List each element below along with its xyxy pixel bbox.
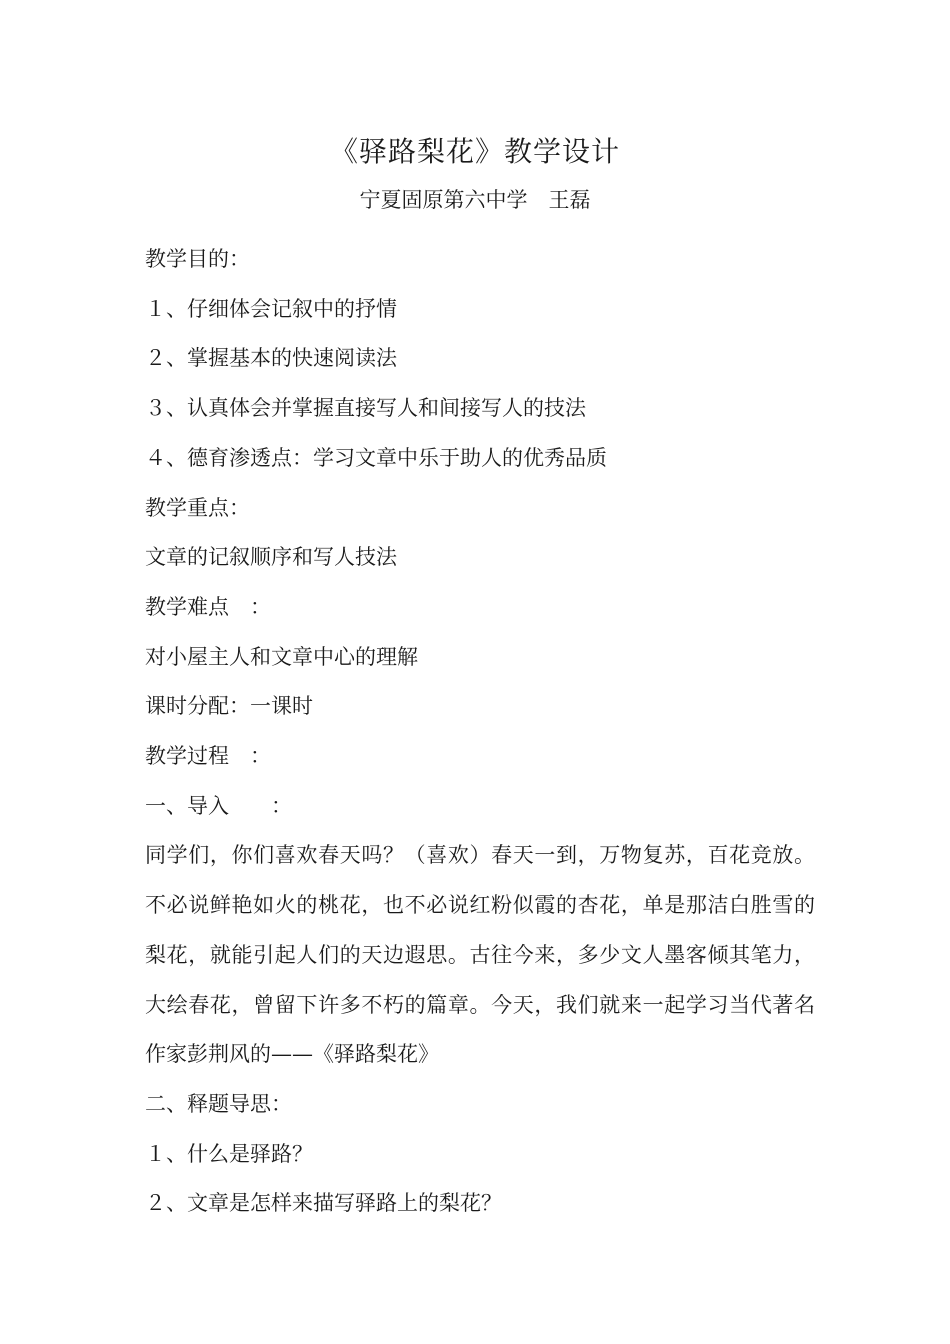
document-author: 宁夏固原第六中学 王磊 [359,188,591,212]
key-points-text: 文章的记叙顺序和写人技法 [145,545,397,570]
objective-item: １、仔细体会记叙中的抒情 [145,296,397,321]
guide-question-item: １、什么是驿路？ [145,1141,313,1166]
objective-item: ３、认真体会并掌握直接写人和间接写人的技法 [145,396,586,421]
class-hours-text: 课时分配：一课时 [145,694,313,719]
section-heading-title-guide: 二、释题导思： [145,1091,292,1116]
objective-item: ２、掌握基本的快速阅读法 [145,346,397,371]
intro-paragraph: 同学们，你们喜欢春天吗？（喜欢）春天一到，万物复苏，百花竞放。不必说鲜艳如火的桃花，也不必说红粉似霞的杏花，单是那洁白胜雪的梨花，就能引起人们的天边遐思。古往今来，多少文人墨客倾其笔力，大绘春花，曾留下许多不朽的篇章。今天，我们就来一起学习当代著名作家彭荆风的——《驿路梨花》 [145,843,815,1067]
section-heading-difficulties: 教学难点 ： [145,594,271,619]
document-body [145,235,815,1229]
guide-question-item: ２、文章是怎样来描写驿路上的梨花？ [145,1191,502,1216]
section-heading-key-points: 教学重点： [145,495,250,520]
objective-item: ４、德育渗透点：学习文章中乐于助人的优秀品质 [145,445,607,470]
section-heading-process: 教学过程 ： [145,744,271,769]
section-heading-objectives: 教学目的： [145,247,250,271]
document-title: 《驿路梨花》教学设计 [329,135,620,168]
section-heading-intro: 一、导入 ： [145,793,292,818]
difficulties-text: 对小屋主人和文章中心的理解 [145,644,418,669]
